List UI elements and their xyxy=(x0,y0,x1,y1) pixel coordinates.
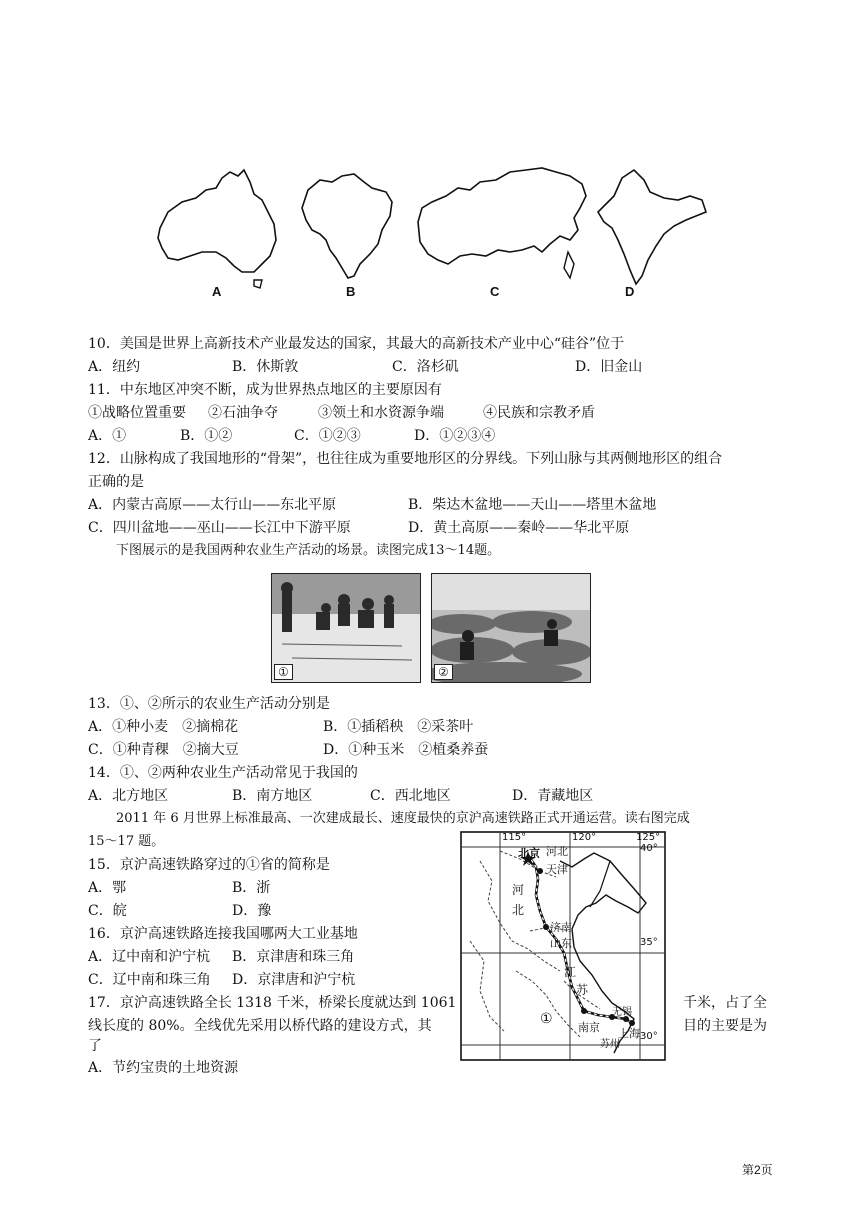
q16-option-d: D．京津唐和沪宁杭 xyxy=(232,972,356,988)
map-label-a: A xyxy=(212,284,222,299)
q17-stem-right1: 千米，占了全 xyxy=(683,995,767,1011)
q17-stem-left1: 17．京沪高速铁路全长 1318 千米，桥梁长度就达到 1061 xyxy=(88,995,457,1011)
intro-13-14: 下图展示的是我国两种农业生产活动的场景。读图完成13～14题。 xyxy=(116,543,501,558)
q17-stem-right2: 目的主要是为 xyxy=(683,1018,767,1034)
q12-option-b: B．柴达木盆地——天山——塔里木盆地 xyxy=(408,497,657,513)
place-tianjin: 天津 xyxy=(546,863,568,876)
place-shanghai: 上海 xyxy=(618,1027,640,1040)
q10-option-b: B．休斯敦 xyxy=(232,359,299,375)
q11-stem: 11．中东地区冲突不断，成为世界热点地区的主要原因有 xyxy=(88,382,442,398)
q13-option-a: A．①种小麦 ②摘棉花 xyxy=(88,719,239,735)
q11-factor-3: ③领土和水资源争端 xyxy=(318,405,444,421)
q10-stem: 10．美国是世界上高新技术产业最发达的国家，其最大的高新技术产业中心“硅谷”位于 xyxy=(88,336,625,352)
place-bei: 北 xyxy=(512,903,525,917)
q12-stem-line2: 正确的是 xyxy=(88,474,144,490)
lat-label-35: 35° xyxy=(640,937,658,948)
map-label-c: C xyxy=(490,284,500,299)
q12-option-a: A．内蒙古高原——太行山——东北平原 xyxy=(88,497,337,513)
place-hebei-top: 河北 xyxy=(546,845,568,858)
q12-stem-line1: 12．山脉构成了我国地形的“骨架”，也往往成为重要地形区的分界线。下列山脉与其两侧地形区的组合 xyxy=(88,451,723,467)
q14-option-c: C．西北地区 xyxy=(370,788,451,804)
q10-option-a: A．纽约 xyxy=(88,359,141,375)
place-jinan: 济南 xyxy=(550,921,572,934)
q15-option-b: B．浙 xyxy=(232,880,271,896)
q12-option-c: C．四川盆地——巫山——长江中下游平原 xyxy=(88,520,351,536)
province-1-marker: ① xyxy=(540,1011,553,1027)
lon-label-125: 125° xyxy=(636,832,661,843)
map-russia-outline xyxy=(418,168,586,264)
q12-option-d: D．黄土高原——秦岭——华北平原 xyxy=(408,520,630,536)
q16-option-a: A．辽中南和沪宁杭 xyxy=(88,949,211,965)
place-su: 苏 xyxy=(576,983,589,997)
place-suzhou: 苏州 xyxy=(600,1039,620,1050)
place-beijing: 北京 xyxy=(518,847,540,860)
q11-option-a: A．① xyxy=(88,428,127,444)
q13-option-b: B．①插稻秧 ②采茶叶 xyxy=(323,719,474,735)
q16-option-c: C．辽中南和珠三角 xyxy=(88,972,211,988)
place-shandong: 山东 xyxy=(550,937,572,950)
q15-option-c: C．皖 xyxy=(88,903,127,919)
q14-stem: 14．①、②两种农业生产活动常见于我国的 xyxy=(88,765,358,781)
jinghu-railway-map xyxy=(460,831,666,1061)
photo-tea-picking xyxy=(431,573,591,683)
q17-option-a: A．节约宝贵的土地资源 xyxy=(88,1060,239,1076)
map-brazil-outline xyxy=(302,174,392,278)
q15-option-d: D．豫 xyxy=(232,903,272,919)
q11-option-c: C．①②③ xyxy=(294,428,361,444)
intro-15-17-line1: 2011 年 6 月世界上标准最高、一次建成最长、速度最快的京沪高速铁路正式开通运营。读右图完成 xyxy=(116,811,690,826)
q14-option-a: A．北方地区 xyxy=(88,788,169,804)
photo-rice-planting xyxy=(271,573,421,683)
q10-option-c: C．洛杉矶 xyxy=(392,359,459,375)
place-wuxi: 无锡 xyxy=(612,1007,632,1018)
q15-option-a: A．鄂 xyxy=(88,880,127,896)
q10-option-d: D．旧金山 xyxy=(575,359,643,375)
q11-factor-2: ②石油争夺 xyxy=(208,405,278,421)
page-number: 第2页 xyxy=(742,1163,773,1177)
q13-option-c: C．①种青稞 ②摘大豆 xyxy=(88,742,239,758)
photo-1-number: ① xyxy=(274,664,293,680)
place-nanjing: 南京 xyxy=(578,1021,600,1034)
place-he: 河 xyxy=(512,883,525,897)
q11-option-b: B．①② xyxy=(180,428,233,444)
map-label-b: B xyxy=(346,284,356,299)
photo-2-number: ② xyxy=(434,664,453,680)
q13-stem: 13．①、②所示的农业生产活动分别是 xyxy=(88,696,330,712)
lon-label-120: 120° xyxy=(572,832,597,843)
lat-label-30: 30° xyxy=(640,1031,658,1042)
q17-stem-line3: 了 xyxy=(88,1038,102,1054)
q14-option-b: B．南方地区 xyxy=(232,788,313,804)
q17-stem-left2: 线长度的 80%。全线优先采用以桥代路的建设方式，其 xyxy=(88,1018,432,1034)
q11-factor-4: ④民族和宗教矛盾 xyxy=(483,405,595,421)
q11-option-d: D．①②③④ xyxy=(414,428,496,444)
q16-stem: 16．京沪高速铁路连接我国哪两大工业基地 xyxy=(88,926,358,942)
q14-option-d: D．青藏地区 xyxy=(512,788,594,804)
q13-option-d: D．①种玉米 ②植桑养蚕 xyxy=(323,742,489,758)
map-india-outline xyxy=(598,170,706,284)
place-jiang: 江 xyxy=(564,965,577,979)
q15-stem: 15．京沪高速铁路穿过的①省的简称是 xyxy=(88,857,330,873)
map-label-d: D xyxy=(625,284,635,299)
lat-label-40: 40° xyxy=(640,843,658,854)
q16-option-b: B．京津唐和珠三角 xyxy=(232,949,355,965)
lon-label-115: 115° xyxy=(502,832,527,843)
intro-15-17-line2: 15～17 题。 xyxy=(88,834,165,849)
q11-factor-1: ①战略位置重要 xyxy=(88,405,186,421)
map-australia-outline xyxy=(158,170,276,272)
